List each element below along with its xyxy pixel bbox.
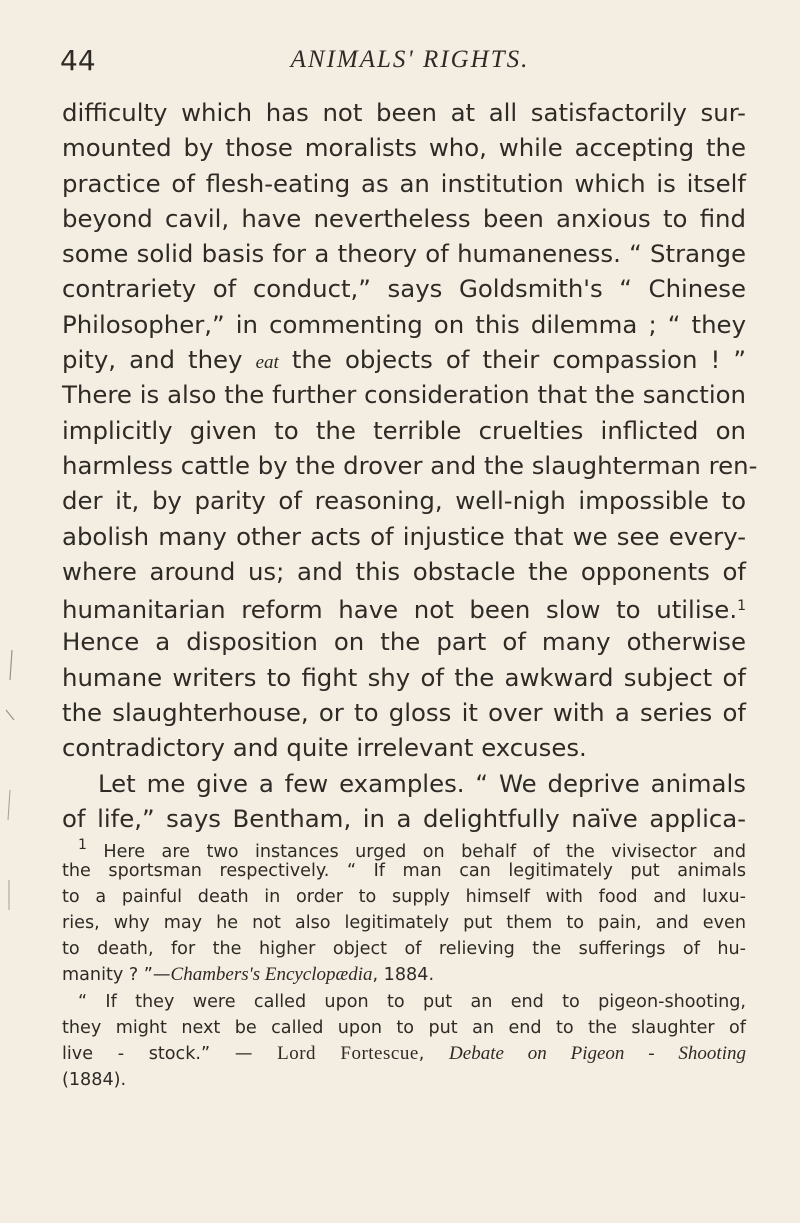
text-segment: Here are two instances urged on behalf of the vivisector and [103, 842, 746, 862]
running-title: ANIMALS' RIGHTS. [290, 46, 530, 73]
text-line: practice of flesh-eating as an institution which is itself [62, 168, 746, 198]
text-line: There is also the further consideration that the sanction [62, 380, 746, 410]
text-segment: , [418, 1043, 450, 1064]
footnote-line: “ If they were called upon to put an end to pigeon-shooting, [78, 991, 746, 1012]
text-line: beyond cavil, have nevertheless been anxious to find [62, 203, 746, 233]
text-line: humane writers to fight shy of the awkward subject of [62, 662, 746, 692]
footnote-line: to a painful death in order to supply himself with food and luxu- [62, 887, 746, 908]
text-line: Hence a disposition on the part of many otherwise [62, 627, 746, 657]
footnote-reference: 1 [737, 598, 746, 615]
citation-title: Debate on Pigeon - Shooting [449, 1042, 746, 1064]
text-line: Let me give a few examples. “ We deprive animals [98, 768, 746, 798]
citation-author: Lord Fortescue [277, 1042, 419, 1064]
text-segment: manity ? ”— [62, 965, 171, 986]
text-segment: , 1884. [372, 965, 435, 986]
footnote-line [62, 962, 746, 988]
text-line: contrariety of conduct,” says Goldsmith's “ Chinese [62, 274, 746, 304]
text-segment: pity, and they [62, 345, 256, 375]
footnote-marker: 1 [78, 837, 87, 853]
text-line: implicitly given to the terrible cruelties inflicted on [62, 415, 746, 445]
text-line: where around us; and this obstacle the opponents of [62, 556, 746, 586]
page-header [60, 44, 760, 80]
footnote-line [62, 1041, 746, 1067]
text-segment: the objects of their compassion ! ” [278, 345, 746, 375]
text-line: harmless cattle by the drover and the slaughterman ren- [62, 450, 758, 480]
citation-title: Chambers's Encyclopædia [170, 964, 373, 986]
margin-pencil-marks [0, 650, 30, 1070]
text-line: der it, by parity of reasoning, well-nigh impossible to [62, 486, 746, 516]
page-number: 44 [60, 44, 96, 77]
footnote-line: ries, why may he not also legitimately put them to pain, and even [62, 913, 746, 934]
footnote-line [62, 832, 746, 862]
text-line: abolish many other acts of injustice that we see every- [62, 521, 746, 551]
body-text [62, 95, 758, 836]
text-line [62, 589, 746, 624]
text-segment: humanitarian reform have not been slow to utilise. [62, 595, 738, 625]
text-line: difficulty which has not been at all satisfactorily sur- [62, 98, 746, 127]
italic-word: eat [255, 352, 279, 374]
text-line: some solid basis for a theory of humaneness. “ Strange [62, 239, 746, 269]
text-line: contradictory and quite irrelevant excuses. [62, 733, 587, 763]
footnote-line: the sportsman respectively. “ If man can legitimately put animals [62, 861, 746, 882]
footnote-line: they might next be called upon to put an end to the slaughter of [62, 1017, 746, 1038]
footnotes [62, 832, 746, 1093]
footnote-line: to death, for the higher object of relieving the sufferings of hu- [62, 939, 746, 960]
footnote-line: (1884). [62, 1069, 127, 1090]
text-line [62, 342, 746, 377]
text-segment: live - stock.” — [62, 1043, 278, 1064]
text-line: mounted by those moralists who, while accepting the [62, 133, 746, 163]
text-line: of life,” says Bentham, in a delightfully naïve applica- [62, 803, 746, 833]
text-line: the slaughterhouse, or to gloss it over with a series of [62, 698, 746, 728]
text-line: Philosopher,” in commenting on this dilemma ; “ they [62, 309, 746, 339]
